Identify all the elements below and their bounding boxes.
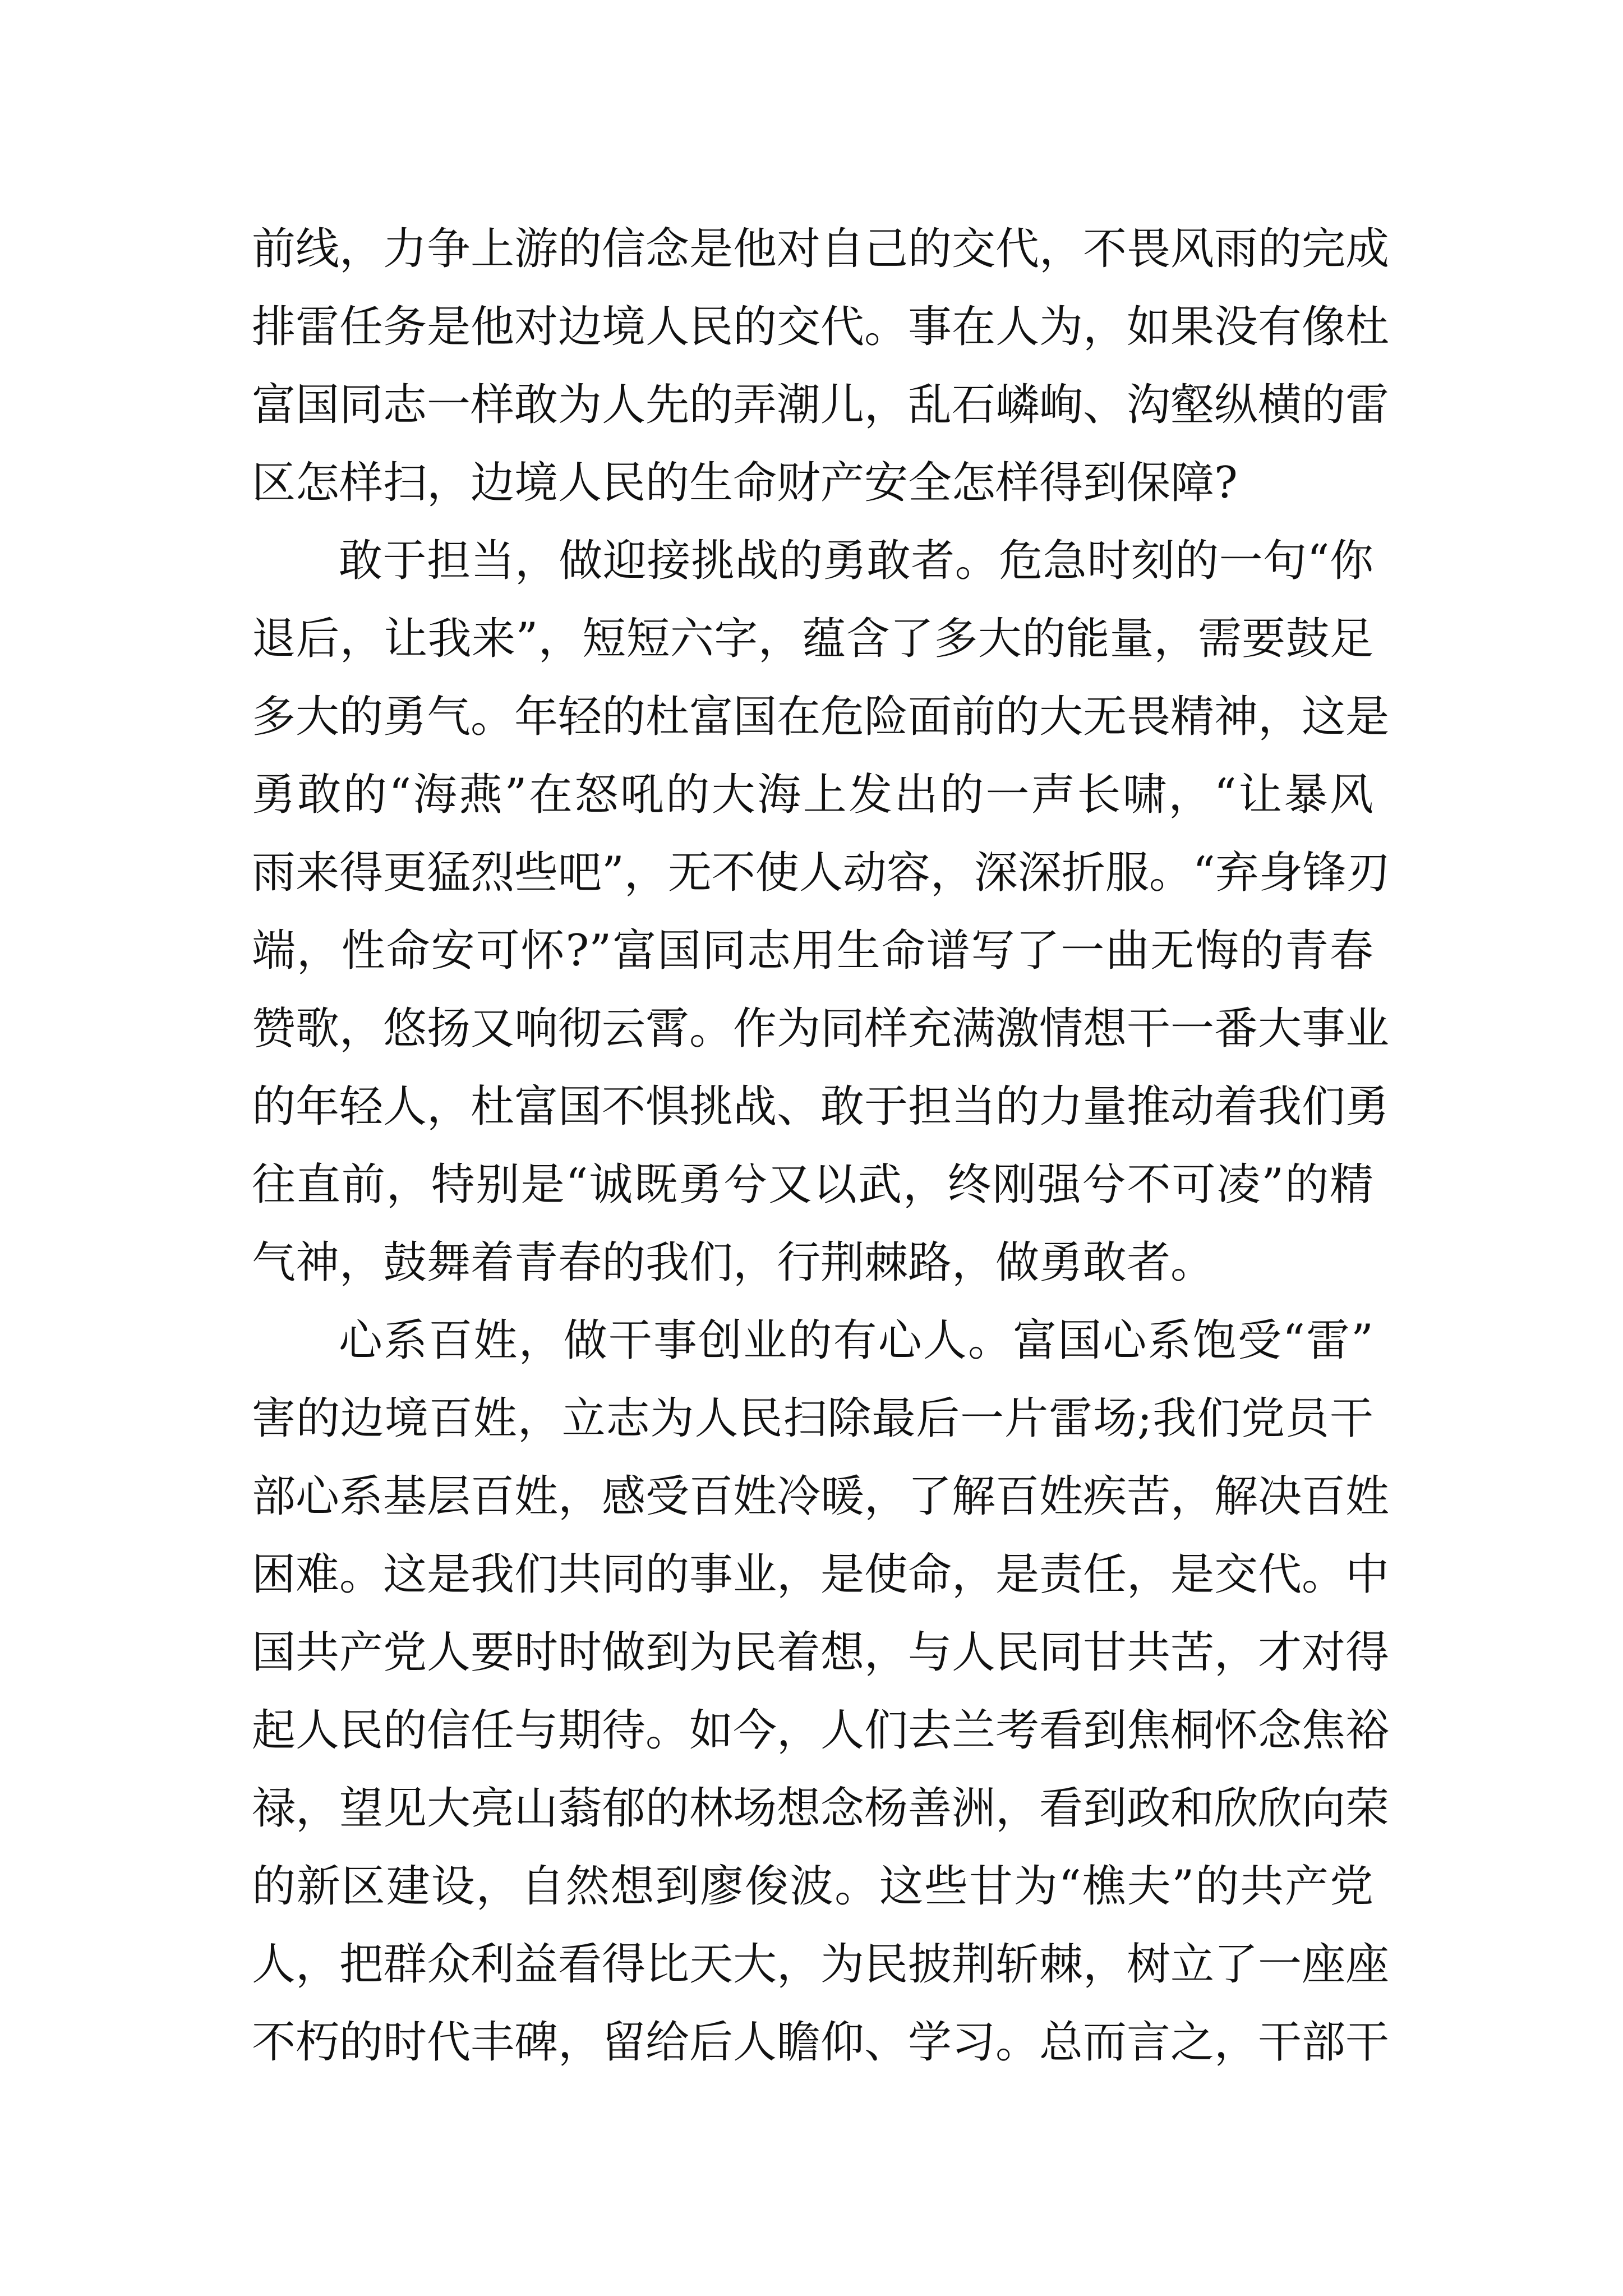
text-line: 勇敢的“海燕”在怒吼的大海上发出的一声长啸，“让暴风 [252, 770, 1373, 820]
paragraph-first-line: 敢于担当，做迎接挑战的勇敢者。危急时刻的一句“你 [339, 536, 1373, 586]
text-line: 多大的勇气。年轻的杜富国在危险面前的大无畏精神，这是 [252, 692, 1390, 742]
text-line: 富国同志一样敢为人先的弄潮儿，乱石嶙峋、沟壑纵横的雷 [252, 380, 1390, 430]
text-line: 排雷任务是他对边境人民的交代。事在人为，如果没有像杜 [252, 302, 1390, 352]
text-line: 的新区建设，自然想到廖俊波。这些甘为“樵夫”的共产党 [252, 1861, 1373, 1912]
text-line: 赞歌，悠扬又响彻云霄。作为同样充满激情想干一番大事业 [252, 1004, 1390, 1054]
text-line: 雨来得更猛烈些吧”，无不使人动容，深深折服。“弃身锋刃 [252, 848, 1390, 898]
text-line: 端，性命安可怀?”富国同志用生命谱写了一曲无悔的青春 [252, 926, 1373, 976]
text-line: 部心系基层百姓，感受百姓冷暖，了解百姓疾苦，解决百姓 [252, 1471, 1390, 1522]
text-line: 国共产党人要时时做到为民着想，与人民同甘共苦，才对得 [252, 1627, 1390, 1678]
text-line: 前线，力争上游的信念是他对自己的交代，不畏风雨的完成 [252, 224, 1390, 274]
text-line: 往直前，特别是“诚既勇兮又以武，终刚强兮不可凌”的精 [252, 1159, 1373, 1210]
text-line: 的年轻人，杜富国不惧挑战、敢于担当的力量推动着我们勇 [252, 1082, 1390, 1132]
text-line: 起人民的信任与期待。如今，人们去兰考看到焦桐怀念焦裕 [252, 1705, 1390, 1756]
paragraph-first-line: 心系百姓，做干事创业的有心人。富国心系饱受“雷” [339, 1315, 1373, 1366]
text-line: 区怎样扫，边境人民的生命财产安全怎样得到保障? [252, 458, 1238, 508]
text-line: 退后，让我来”，短短六字，蕴含了多大的能量，需要鼓足 [252, 614, 1373, 664]
text-line: 气神，鼓舞着青春的我们，行荆棘路，做勇敢者。 [252, 1237, 1215, 1288]
text-line: 害的边境百姓，立志为人民扫除最后一片雷场;我们党员干 [252, 1393, 1373, 1444]
text-line: 不朽的时代丰碑，留给后人瞻仰、学习。总而言之，干部干 [252, 2017, 1390, 2068]
text-line: 人，把群众利益看得比天大，为民披荆斩棘，树立了一座座 [252, 1939, 1390, 1990]
text-line: 困难。这是我们共同的事业，是使命，是责任，是交代。中 [252, 1549, 1390, 1600]
text-line: 禄，望见大亮山蓊郁的林场想念杨善洲，看到政和欣欣向荣 [252, 1783, 1390, 1834]
